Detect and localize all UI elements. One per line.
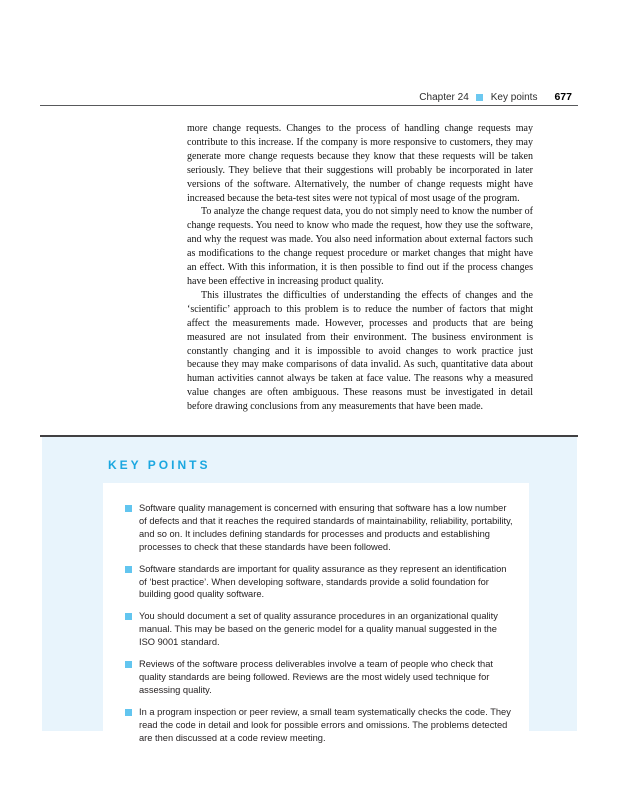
list-item <box>125 502 515 554</box>
key-point-text: You should document a set of quality assurance procedures in an organizational quality manual. This may be based on the generic model for a quality manual suggested in the ISO 9001 standard. <box>139 611 498 648</box>
bullet-square-icon <box>125 505 132 512</box>
section-label: Key points <box>490 91 538 103</box>
bullet-square-icon <box>125 566 132 573</box>
key-point-text: Software standards are important for quality assurance as they represent an identification of ‘best practice’. When developing software, standards provide a solid foundation for building good quality software. <box>139 563 507 600</box>
key-points-box <box>103 483 529 758</box>
body-text <box>187 122 533 414</box>
bullet-square-icon <box>125 709 132 716</box>
header-rule <box>40 105 578 106</box>
paragraph: more change requests. Changes to the process of handling change requests may contribute to this increase. If the company is more responsive to customers, they may generate more change requests because they know that these requests will be taken seriously. They believe that their suggestions will probably be incorporated in later versions of the software. Alternatively, the number of change requests might have increased because the beta-test sites were not typical of most usage of the program. <box>187 123 533 204</box>
paragraph: To analyze the change request data, you do not simply need to know the number of change requests. You need to know who made the request, how they use the software, and why the request was made. You also need information about external factors such as modifications to the change request procedure or market changes that might have an effect. With this information, it is then possible to find out if the process changes have been effective in increasing product quality. <box>187 206 533 287</box>
list-item <box>125 658 515 697</box>
bullet-square-icon <box>125 661 132 668</box>
list-item <box>125 706 515 745</box>
chapter-label: Chapter 24 <box>419 91 469 103</box>
bullet-square-icon <box>125 613 132 620</box>
key-point-text: In a program inspection or peer review, a small team systematically checks the code. They read the code in detail and look for possible errors and omissions. The problems detected are then discussed at a code review meeting. <box>139 706 511 743</box>
key-points-title: KEY POINTS <box>108 458 211 472</box>
key-point-text: Reviews of the software process deliverables involve a team of people who check that quality standards are being followed. Reviews are the most widely used technique for assessing quality. <box>139 659 493 695</box>
paragraph: This illustrates the difficulties of understanding the effects of changes and the ‘scientific’ approach to this problem is to reduce the number of factors that might affect the measurements made. However, processes and products that are being measured are not insulated from their environment. The business environment is constantly changing and it is impossible to avoid changes to work practice just because they may make comparisons of data invalid. As such, quantitative data about human activities cannot always be taken at face value. The reasons why a measured value changes are often ambiguous. These reasons must be investigated in detail before drawing conclusions from any measurements that have been made. <box>187 289 533 413</box>
page-number: 677 <box>554 91 572 103</box>
key-points-panel <box>42 437 577 743</box>
running-head <box>419 91 572 103</box>
list-item <box>125 563 515 602</box>
list-item <box>125 610 515 649</box>
key-point-text: Software quality management is concerned with ensuring that software has a low number of defects and that it reaches the required standards of maintainability, reliability, portability, and so on. It includes defining standards for processes and products and establishing processes to check that these standards have been followed. <box>139 503 513 552</box>
section-marker-icon <box>476 94 483 101</box>
